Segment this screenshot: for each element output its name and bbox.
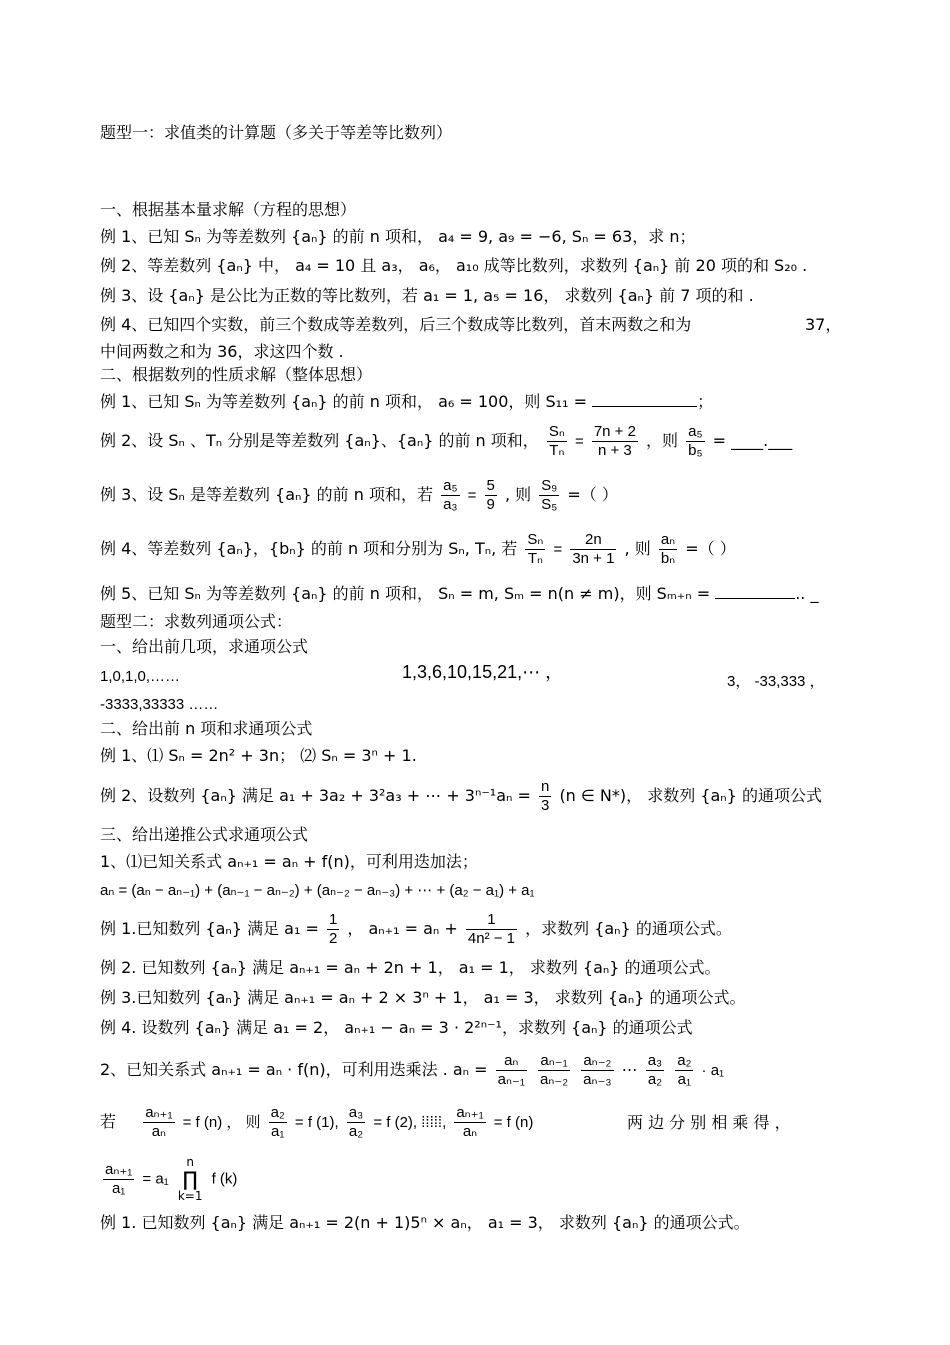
sequence-1: 1,0,1,0,……	[100, 668, 181, 685]
type2-heading-2: 二、给出前 n 项和求通项公式	[100, 719, 313, 738]
r1-example-4: 例 4. 设数列 {aₙ} 满足 a₁ = 2， aₙ₊₁ − aₙ = 3 · 2²ⁿ⁻¹，求数列 {aₙ} 的通项公式	[100, 1018, 693, 1037]
s2-ex3-text: 例 3、设 Sₙ 是等差数列 {aₙ} 的前 n 项和，若	[100, 485, 433, 504]
r3-b: = f (1),	[294, 1114, 339, 1131]
fraction: $\frac{\text{aₙ₊₁}}{\text{aₙ}}$	[145, 1104, 173, 1140]
recurrence-1: 1、⑴已知关系式 aₙ₊₁ = aₙ + f(n)，可利用迭加法；	[100, 852, 478, 871]
fraction: $\frac{\text{a₃}}{\text{a₂}}$	[647, 1052, 663, 1088]
r1-ex1-end: ，求数列 {aₙ} 的通项公式。	[525, 919, 732, 938]
fraction: $\frac{5}{9}$	[486, 477, 495, 513]
fraction: $\frac{\text{a₅}}{\text{b₅}}$	[688, 423, 703, 459]
s2-ex5-text: 例 5、已知 Sₙ 为等差数列 {aₙ} 的前 n 项和， Sₙ = m, Sₘ = n(n ≠ m)，则 Sₘ₊ₙ =	[100, 584, 711, 603]
s1-example-4-text: 例 4、已知四个实数，前三个数成等差数列，后三个数成等比数列，首末两数之和为	[100, 315, 692, 334]
fraction: $\frac{\text{aₙ}}{\text{aₙ₋₁}}$	[497, 1052, 525, 1088]
fraction: $\frac{\text{aₙ}}{\text{bₙ}}$	[660, 531, 676, 567]
fraction: $\frac{\text{S₉}}{\text{S₅}}$	[541, 477, 558, 513]
s2-ex2-text: 例 2、设 Sₙ 、Tₙ 分别是等差数列 {aₙ}、{aₙ} 的前 n 项和，	[100, 431, 539, 450]
fraction: $\frac{n}{3}$	[541, 778, 550, 814]
r2-text: 2、已知关系式 aₙ₊₁ = aₙ · f(n)，可利用迭乘法 . aₙ =	[100, 1060, 488, 1079]
fraction: $\frac{\text{a₃}}{\text{a₂}}$	[348, 1104, 364, 1140]
recurrence-3	[100, 1102, 533, 1143]
fraction: $\frac{\text{Sₙ}}{\text{Tₙ}}$	[548, 423, 565, 459]
product-symbol: n ∏ k=1	[177, 1155, 203, 1203]
fraction: $\frac{\text{aₙ₋₁}}{\text{aₙ₋₂}}$	[540, 1052, 569, 1088]
recurrence-1-formula: aₙ = (aₙ − aₙ₋₁) + (aₙ₋₁ − aₙ₋₂) + (aₙ₋₂ − aₙ₋₃) + ⋯ + (a₂ − a₁) + a₁	[100, 882, 535, 899]
recurrence-2	[100, 1050, 724, 1091]
s1-example-4-value: 37，	[805, 315, 842, 334]
s2-ex2-mid: ，则	[646, 431, 679, 450]
s2-ex1-end: ；	[697, 392, 714, 411]
s2-ex1-text: 例 1、已知 Sₙ 为等差数列 {aₙ} 的前 n 项和， a₆ = 100，则 S₁₁ =	[100, 392, 587, 411]
s2-ex4-end: =（ ）	[685, 539, 736, 558]
s2-ex4-mid: , 则	[624, 539, 651, 558]
t2-h2-example-2	[100, 777, 822, 815]
r1-ex1-text: 例 1.已知数列 {aₙ} 满足 a₁ =	[100, 919, 319, 938]
type2-heading-1: 一、给出前几项，求通项公式	[100, 637, 309, 656]
r3-d: = f (n)	[493, 1114, 534, 1131]
type2-heading-3: 三、给出递推公式求通项公式	[100, 825, 309, 844]
r2-dots: ⋯	[621, 1060, 638, 1079]
fraction: $\frac{\text{aₙ₊₁}}{\text{a₁}}$	[105, 1160, 133, 1197]
r4-a: = a₁	[142, 1170, 169, 1188]
fraction: $\frac{\text{a₂}}{\text{a₁}}$	[677, 1052, 692, 1088]
sequence-2: 1,3,6,10,15,21,⋯ ，	[402, 662, 564, 682]
r1-example-2: 例 2. 已知数列 {aₙ} 满足 aₙ₊₁ = aₙ + 2n + 1， a₁ = 1， 求数列 {aₙ} 的通项公式。	[100, 958, 721, 977]
s2-example-4: 例 4、等差数列 {aₙ}，{bₙ} 的前 n 项和分别为 Sₙ, Tₙ, 若 $\frac{\text{Sₙ}}{\text{Tₙ}}$ = $\frac{2n}{3n + 1}$ , 则 $\frac{\text{aₙ}}{\text{bₙ}}$ =（ ）	[100, 531, 736, 567]
r2-end: · a₁	[701, 1062, 725, 1079]
r1-example-1	[100, 909, 732, 949]
fraction: $\frac{\text{a₅}}{\text{a₃}}$	[443, 477, 458, 513]
t2-h2-ex2-text: 例 2、设数列 {aₙ} 满足 a₁ + 3a₂ + 3²a₃ + ⋯ + 3ⁿ⁻¹aₙ =	[100, 786, 531, 805]
r3-c: = f (2), ⁞⁞⁞⁞⁞,	[373, 1114, 447, 1131]
sequence-4: -3333,33333 ……	[100, 696, 219, 713]
fraction: $\frac{1}{2}$	[328, 911, 338, 947]
r4-example-1: 例 1. 已知数列 {aₙ} 满足 aₙ₊₁ = 2(n + 1)5ⁿ × aₙ， a₁ = 3， 求数列 {aₙ} 的通项公式。	[100, 1213, 750, 1232]
fraction: $\frac{1}{\text{4n² − 1}}$	[467, 911, 516, 947]
t2-h2-ex2-end: (n ∈ N*)， 求数列 {aₙ} 的通项公式	[559, 786, 822, 805]
s2-example-5	[100, 584, 818, 604]
answer-blank	[715, 598, 795, 599]
answer-blank	[592, 406, 697, 407]
s2-ex5-end: .. _	[795, 584, 819, 603]
fraction: $\frac{\text{aₙ₋₂}}{\text{aₙ₋₃}}$	[583, 1052, 612, 1088]
r1-example-3: 例 3.已知数列 {aₙ} 满足 aₙ₊₁ = aₙ + 2 × 3ⁿ + 1， a₁ = 3， 求数列 {aₙ} 的通项公式。	[100, 988, 746, 1007]
fraction: $\frac{2n}{3n + 1}$	[572, 531, 615, 567]
fraction: $\frac{\text{a₂}}{\text{a₁}}$	[270, 1104, 285, 1140]
s2-ex3-end: =（ ）	[567, 485, 618, 504]
r4-b: f (k)	[211, 1170, 238, 1188]
s1-example-4	[100, 315, 691, 335]
r3-a: = f (n) ， 则	[182, 1114, 261, 1131]
s2-ex2-end: = ____.___	[712, 431, 793, 450]
s2-example-2: 例 2、设 Sₙ 、Tₙ 分别是等差数列 {aₙ}、{aₙ} 的前 n 项和， $\frac{\text{Sₙ}}{\text{Tₙ}}$ = $\frac{7n + 2}{n + 3}$ ，则 $\frac{\text{a₅}}{\text{b₅}}$ = ____.___	[100, 423, 793, 459]
r1-ex1-mid: ， aₙ₊₁ = aₙ +	[347, 919, 458, 938]
s2-ex3-mid: , 则	[504, 485, 532, 504]
s1-example-4-cont: 中间两数之和为 36，求这四个数 .	[100, 342, 344, 361]
s1-example-1: 例 1、已知 Sₙ 为等差数列 {aₙ} 的前 n 项和， a₄ = 9, a₉ = −6, Sₙ = 63，求 n；	[100, 227, 696, 246]
r3-ruo: 若	[100, 1112, 117, 1131]
sequence-3: 3， -33,333 ，	[727, 673, 825, 690]
s2-ex4-text: 例 4、等差数列 {aₙ}，{bₙ} 的前 n 项和分别为 Sₙ, Tₙ, 若	[100, 539, 518, 558]
s1-example-2: 例 2、等差数列 {aₙ} 中， a₄ = 10 且 a₃， a₆， a₁₀ 成等比数列，求数列 {aₙ} 前 20 项的和 S₂₀ .	[100, 256, 808, 275]
s1-example-3: 例 3、设 {aₙ} 是公比为正数的等比数列，若 a₁ = 1, a₅ = 16， 求数列 {aₙ} 前 7 项的和 .	[100, 286, 754, 305]
type2-title: 题型二：求数列通项公式：	[100, 612, 293, 631]
page-title: 题型一：求值类的计算题（多关于等差等比数列）	[100, 123, 453, 142]
fraction: $\frac{\text{Sₙ}}{\text{Tₙ}}$	[527, 531, 544, 567]
r3-conclusion: 两 边 分 别 相 乘 得 ，	[627, 1113, 791, 1132]
s2-example-3: 例 3、设 Sₙ 是等差数列 {aₙ} 的前 n 项和，若 $\frac{\text{a₅}}{\text{a₃}}$ = $\frac{5}{9}$ , 则 $\frac{\text{S₉}}{\text{S₅}}$ =（ ）	[100, 477, 618, 513]
s2-example-1	[100, 392, 713, 412]
recurrence-4	[100, 1155, 237, 1203]
section-heading-1: 一、根据基本量求解（方程的思想）	[100, 200, 357, 219]
t2-h2-example-1: 例 1、⑴ Sₙ = 2n² + 3n； ⑵ Sₙ = 3ⁿ + 1.	[100, 746, 417, 765]
fraction: $\frac{\text{aₙ₊₁}}{\text{aₙ}}$	[456, 1104, 484, 1140]
fraction: $\frac{7n + 2}{n + 3}$	[593, 423, 636, 459]
section-heading-2: 二、根据数列的性质求解（整体思想）	[100, 365, 373, 384]
